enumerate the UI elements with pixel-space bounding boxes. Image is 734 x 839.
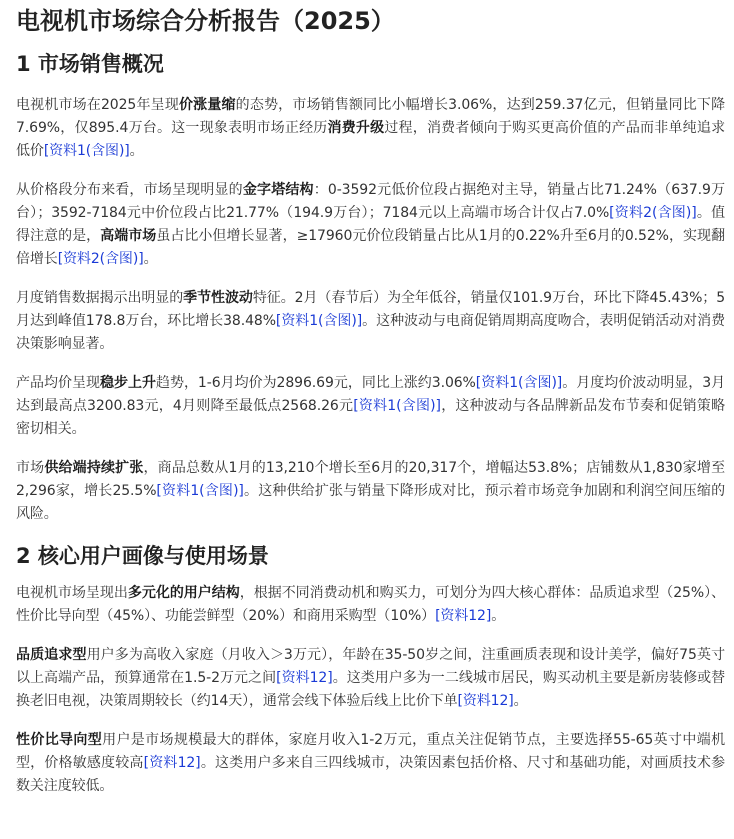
report-title: 电视机市场综合分析报告（2025） xyxy=(16,7,395,35)
paragraph xyxy=(16,179,725,271)
bold-keyword: 稳步上升 xyxy=(99,375,156,391)
section-market-sales xyxy=(16,94,725,526)
body-text: ，根据不同消费动机和购买力，可划分为四大核心群体：品质追求型（25%）、性价比导向型（45%）、功能尝鲜型（20%）和商用采购型（10%） xyxy=(16,585,726,624)
section-heading-user-profile: 2 核心用户画像与使用场景 xyxy=(16,544,269,568)
body-text: 用户多为高收入家庭（月收入＞3万元），年龄在35-50岁之间，注重画质表现和设计美学，偏好75英寸以上高端产品，预算通常在1.5-2万元之间 xyxy=(16,647,725,686)
bold-keyword: 品质追求型 xyxy=(16,647,87,663)
bold-keyword: 季节性波动 xyxy=(183,290,253,306)
source-reference-link[interactable]: [资料2(含图)] xyxy=(57,251,144,267)
body-text: 。这类用户多为一二线城市居民，购买动机主要是新房装修或替换老旧电视，决策周期较长（约14天），通常会线下体验后线上比价下单 xyxy=(16,670,726,709)
body-text: 。值得注意的是， xyxy=(16,205,725,244)
body-text: 电视机市场呈现出 xyxy=(16,585,128,601)
bold-keyword: 性价比导向型 xyxy=(16,732,103,748)
source-reference-link[interactable]: [资料1(含图)] xyxy=(43,143,130,159)
body-text: ：0-3592元低价位段占据绝对主导，销量占比71.24%（637.9万台）；3592-7184元中价位段占比21.77%（194.9万台）；7184元以上高端市场合计仅占7.0% xyxy=(16,182,726,221)
section-user-profile xyxy=(16,582,725,798)
source-reference-link[interactable]: [资料12] xyxy=(276,670,333,686)
paragraph xyxy=(16,729,725,798)
body-text: 。这种波动与电商促销周期高度吻合，表明促销活动对消费决策影响显著。 xyxy=(16,313,725,352)
body-text: 电视机市场在2025年呈现 xyxy=(16,97,179,113)
body-text: 产品均价呈现 xyxy=(16,375,100,391)
source-reference-link[interactable]: [资料1(含图)] xyxy=(275,313,363,329)
source-reference-link[interactable]: [资料1(含图)] xyxy=(475,375,563,391)
body-text: 。 xyxy=(491,608,506,624)
source-reference-link[interactable]: [资料12] xyxy=(435,608,492,624)
paragraph xyxy=(16,644,725,713)
source-reference-link[interactable]: [资料1(含图)] xyxy=(353,398,441,414)
source-reference-link[interactable]: [资料1(含图)] xyxy=(156,483,244,499)
body-text: 用户是市场规模最大的群体，家庭月收入1-2万元，重点关注促销节点，主要选择55-65英寸中端机型，价格敏感度较高 xyxy=(16,732,725,771)
source-reference-link[interactable]: [资料12] xyxy=(457,693,514,709)
source-reference-link[interactable]: [资料12] xyxy=(143,755,201,771)
body-text: 趋势，1-6月均价为2896.69元，同比上涨约3.06% xyxy=(155,375,476,391)
body-text: 市场 xyxy=(16,460,45,476)
section-heading-market-sales: 1 市场销售概况 xyxy=(16,52,164,76)
body-text: 特征。2月（春节后）为全年低谷，销量仅101.9万台，环比下降45.43%；5月达到峰值178.8万台，环比增长38.48% xyxy=(16,290,726,329)
body-text: ，商品总数从1月的13,210个增长至6月的20,317个，增幅达53.8%；店铺数从1,830家增至2,296家，增长25.5% xyxy=(16,460,725,499)
paragraph xyxy=(16,457,725,526)
bold-keyword: 消费升级 xyxy=(327,120,385,136)
body-text: 。这类用户多来自三四线城市，决策因素包括价格、尺寸和基础功能，对画质技术参数关注度较低。 xyxy=(16,755,725,794)
bold-keyword: 价涨量缩 xyxy=(179,97,236,113)
paragraph xyxy=(16,287,725,356)
bold-keyword: 金字塔结构 xyxy=(242,182,314,198)
body-text: 。 xyxy=(143,251,158,267)
bold-keyword: 供给端持续扩张 xyxy=(44,460,144,476)
body-text: 。月度均价波动明显，3月达到最高点3200.83元，4月则降至最低点2568.26元 xyxy=(16,375,726,414)
body-text: 过程，消费者倾向于购买更高价值的产品而非单纯追求低价 xyxy=(16,120,725,159)
body-text: 。 xyxy=(129,143,144,159)
body-text: 月度销售数据揭示出明显的 xyxy=(16,290,184,306)
body-text: ，这种波动与各品牌新品发布节奏和促销策略密切相关。 xyxy=(16,398,725,437)
body-text: 从价格段分布来看，市场呈现明显的 xyxy=(16,182,243,198)
body-text: 。这种供给扩张与销量下降形成对比，预示着市场竞争加剧和利润空间压缩的风险。 xyxy=(16,483,725,522)
source-reference-link[interactable]: [资料2(含图)] xyxy=(609,205,697,221)
paragraph xyxy=(16,372,725,441)
paragraph xyxy=(16,94,725,163)
body-text: 的态势，市场销售额同比小幅增长3.06%，达到259.37亿元，但销量同比下降7.69%，仅895.4万台。这一现象表明市场正经历 xyxy=(16,97,725,136)
body-text: 虽占比小但增长显著，≥17960元价位段销量占比从1月的0.22%升至6月的0.52%，实现翻倍增长 xyxy=(16,228,725,267)
body-text: 。 xyxy=(513,693,528,709)
bold-keyword: 多元化的用户结构 xyxy=(127,585,240,601)
bold-keyword: 高端市场 xyxy=(100,228,157,244)
paragraph xyxy=(16,582,725,628)
